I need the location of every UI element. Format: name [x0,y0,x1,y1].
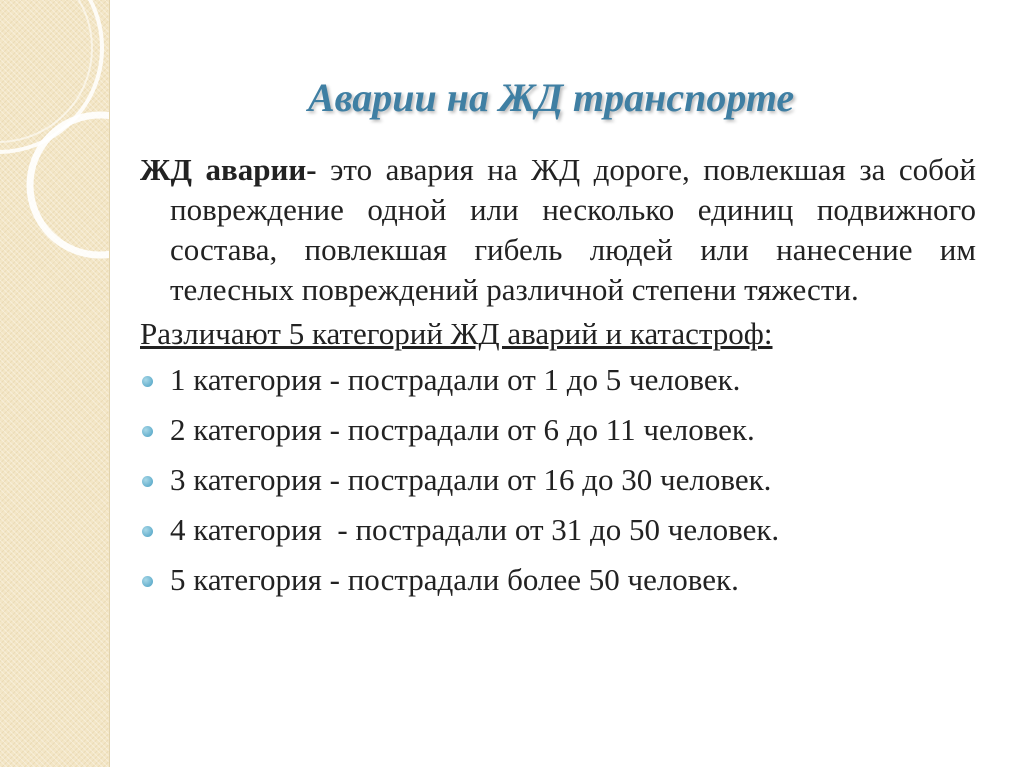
definition-term: ЖД аварии- [140,152,317,187]
list-item [140,560,976,600]
bullet-icon [142,526,153,537]
bullet-icon [142,376,153,387]
list-item [140,410,976,450]
bullet-icon [142,576,153,587]
category-text: 3 категория - пострадали от 16 до 30 человек. [170,462,772,497]
category-list [140,360,976,600]
categories-intro: Различают 5 категорий ЖД аварий и катастроф: [140,316,773,351]
category-text: 1 категория - пострадали от 1 до 5 человек. [170,362,741,397]
definition-paragraph [140,150,976,310]
definition-text: это авария на ЖД дороге, повлекшая за собой повреждение одной или несколько единиц подвижного состава, повлекшая гибель людей или нанесение им телесных повреждений различной степени тяжести. [170,152,976,307]
bullet-icon [142,426,153,437]
bullet-icon [142,476,153,487]
slide-content [140,150,976,610]
decorative-rings [0,0,110,767]
category-text: 5 категория - пострадали более 50 человек. [170,562,739,597]
list-item [140,360,976,400]
list-item [140,510,976,550]
slide-title: Аварии на ЖД транспорте [308,75,795,120]
list-item [140,460,976,500]
decorative-strip [0,0,110,767]
category-text: 2 категория - пострадали от 6 до 11 человек. [170,412,755,447]
ring-small [30,115,110,255]
category-text: 4 категория - пострадали от 31 до 50 человек. [170,512,780,547]
